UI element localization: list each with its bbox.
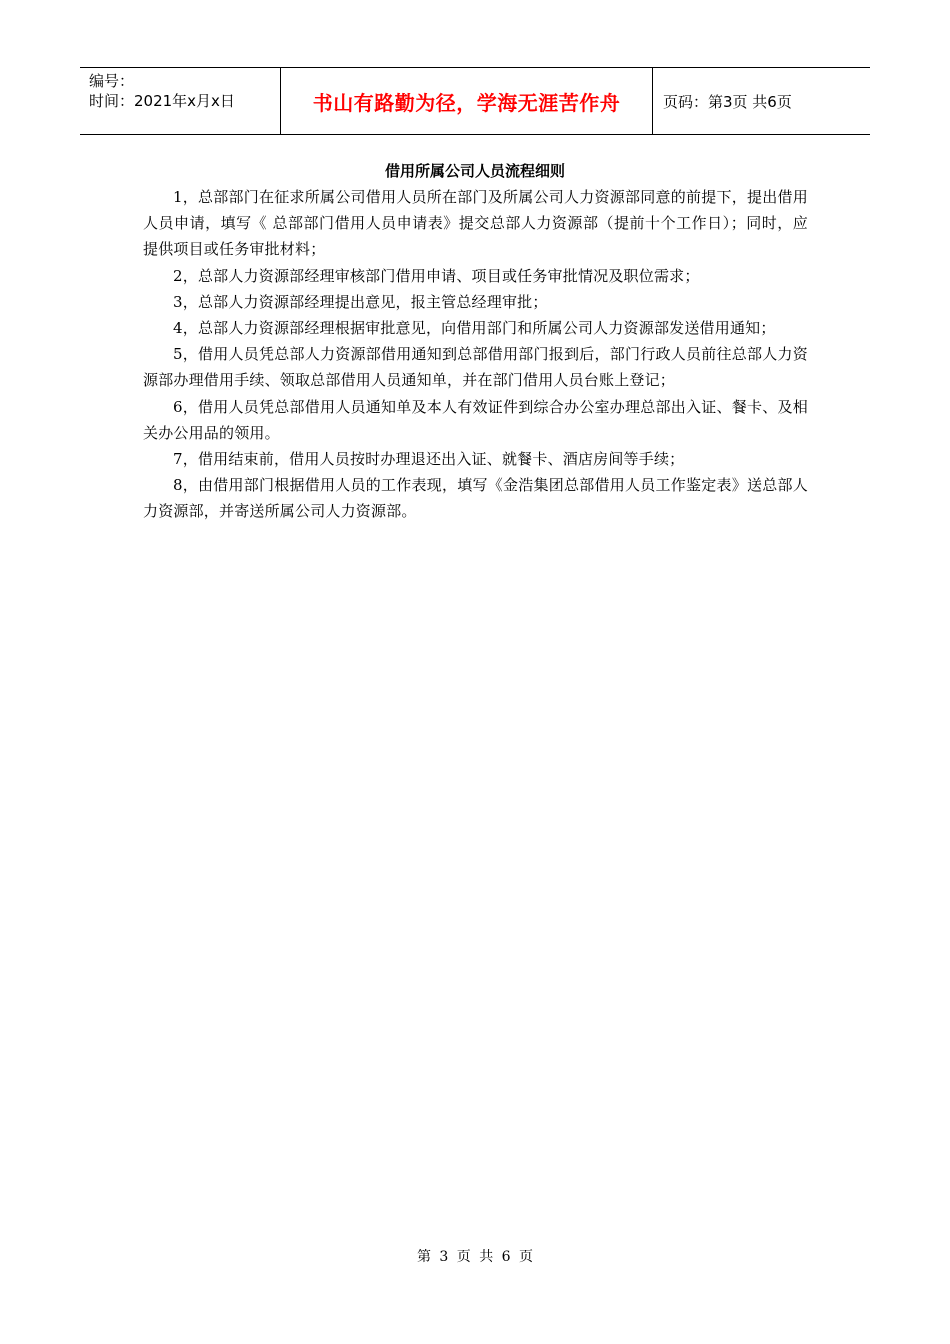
paragraph-2: 2，总部人力资源部经理审核部门借用申请、项目或任务审批情况及职位需求；: [173, 266, 700, 285]
paragraph-8: 8，由借用部门根据借用人员的工作表现，填写《金浩集团总部借用人员工作鉴定表》送总部人力资源部，并寄送所属公司人力资源部。: [143, 476, 808, 521]
page-footer: 第 3 页 共 6 页: [416, 1249, 534, 1265]
document-number-label: 编号：: [89, 72, 135, 90]
paragraph-6: 6，借用人员凭总部借用人员通知单及本人有效证件到综合办公室办理总部出入证、餐卡、及相关办公用品的领用。: [143, 397, 808, 442]
header-page-info: 页码：第3页 共6页: [663, 92, 792, 111]
document-time-label: 时间：2021年x月x日: [89, 92, 235, 110]
document-body: [143, 184, 808, 525]
paragraph-4: 4，总部人力资源部经理根据审批意见，向借用部门和所属公司人力资源部发送借用通知；: [173, 319, 776, 338]
header-table: [80, 67, 870, 135]
document-title: 借用所属公司人员流程细则: [384, 162, 565, 180]
header-page-cell: [653, 68, 870, 134]
header-motto-cell: [281, 68, 653, 134]
header-motto: 书山有路勤为径，学海无涯苦作舟: [312, 90, 621, 115]
paragraph-3: 3，总部人力资源部经理提出意见，报主管总经理审批；: [173, 292, 548, 311]
paragraph-7: 7，借用结束前，借用人员按时办理退还出入证、就餐卡、酒店房间等手续；: [173, 450, 685, 469]
paragraph-5: 5，借用人员凭总部人力资源部借用通知到总部借用部门报到后，部门行政人员前往总部人力资源部办理借用手续、领取总部借用人员通知单，并在部门借用人员台账上登记；: [143, 345, 808, 390]
paragraph-1: 1，总部部门在征求所属公司借用人员所在部门及所属公司人力资源部同意的前提下，提出借用人员申请，填写《 总部部门借用人员申请表》提交总部人力资源部（提前十个工作日）；同时，应提供项目或任务审批材料；: [143, 188, 808, 259]
header-meta-cell: [80, 68, 281, 134]
